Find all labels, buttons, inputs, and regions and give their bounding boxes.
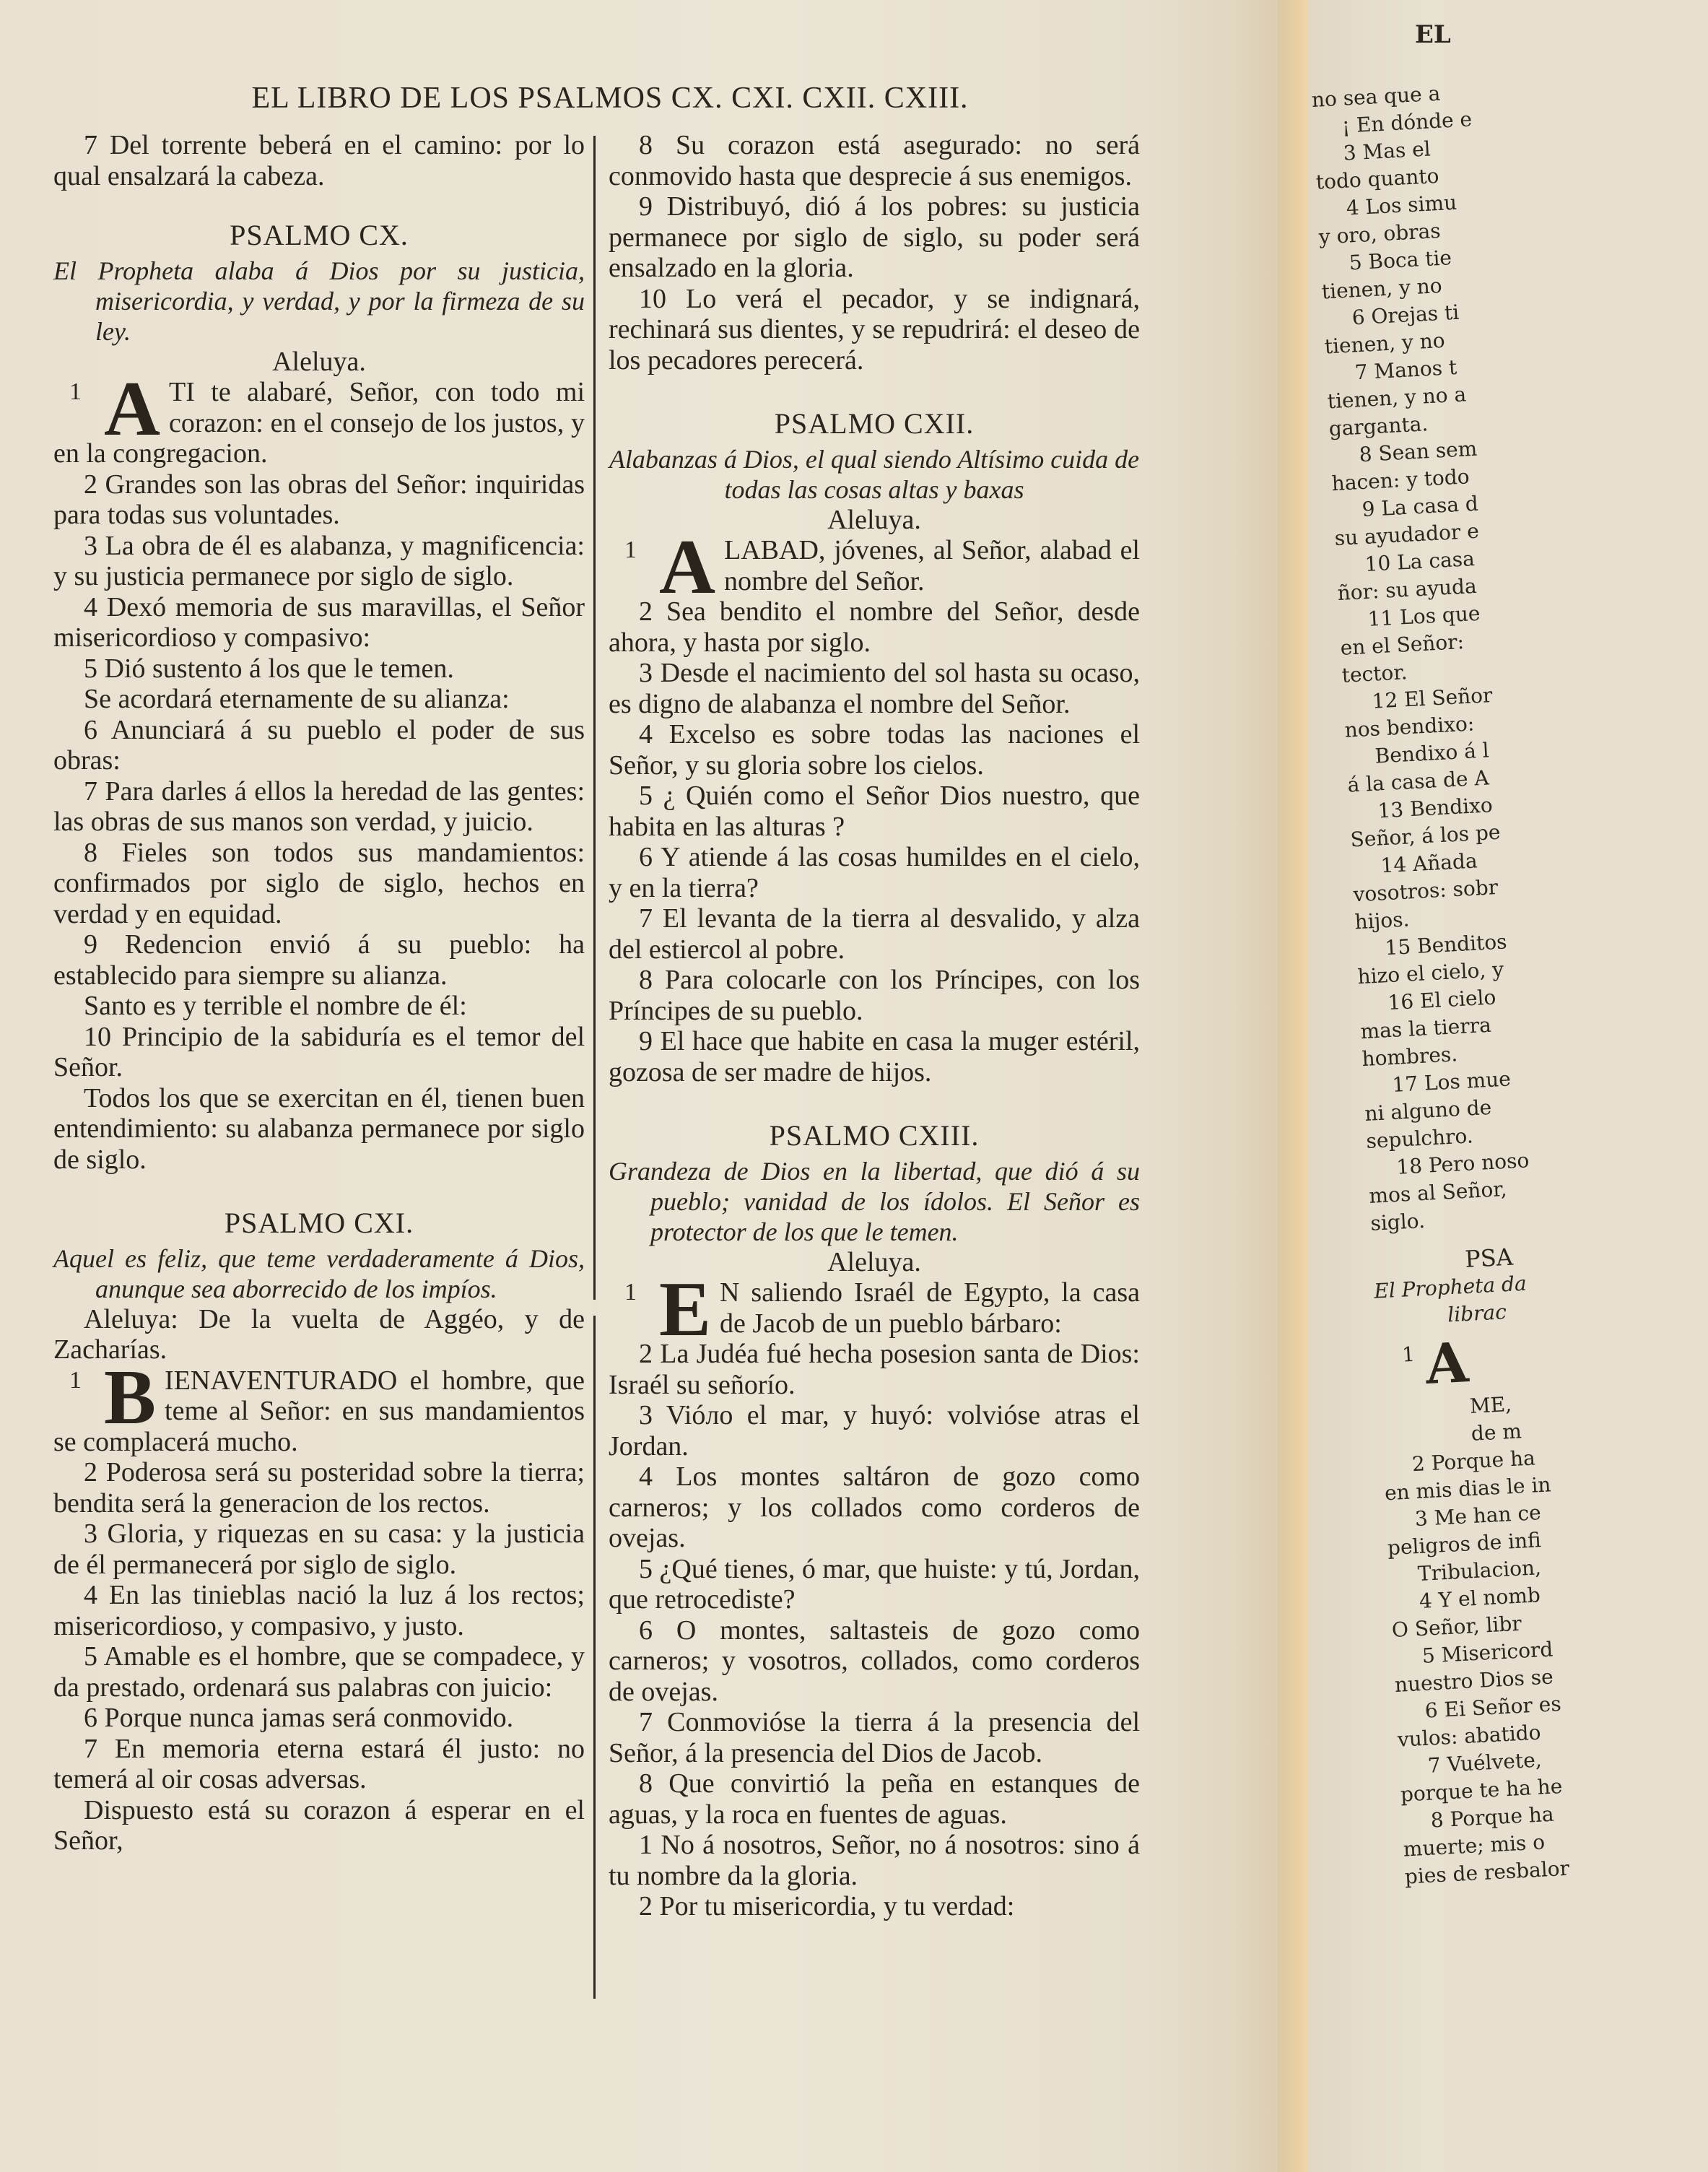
verse: 7 Del torrente beberá en el camino: por lo qual ensalzará la cabeza. — [53, 130, 585, 191]
facing-line: ni alguno de — [1364, 1095, 1492, 1126]
psalm-title: PSALMO CXII. — [774, 407, 975, 440]
facing-argument-line: El Propheta da — [1373, 1271, 1528, 1303]
verse: 8 Para colocarle con los Príncipes, con los Príncipes de su pueblo. — [609, 965, 1140, 1026]
facing-line: 2 Porque ha — [1411, 1446, 1536, 1477]
facing-line: hijos. — [1354, 907, 1411, 934]
facing-line: hombres. — [1361, 1042, 1458, 1072]
verse: 8 Su corazon está asegurado: no será conmovido hasta que desprecie á sus enemigos. — [609, 130, 1140, 191]
facing-line: y oro, obras — [1318, 218, 1442, 249]
facing-line: 14 Añada — [1380, 848, 1478, 878]
verse-text: N saliendo Israél de Egypto, la casa de Jacob de un pueblo bárbaro: — [720, 1277, 1140, 1339]
facing-line: ñor: su ayuda — [1336, 573, 1478, 606]
facing-line: en el Señor: — [1339, 629, 1465, 660]
verse: 6 O montes, saltasteis de gozo como carneros; y vosotros, collados, como corderos de ovejas. — [609, 1615, 1140, 1707]
verse: 6 Porque nunca jamas será conmovido. — [84, 1703, 514, 1733]
drop-cap-initial: A — [1424, 1330, 1470, 1397]
facing-line: hacen: y todo — [1330, 464, 1470, 496]
facing-line: O Señor, libr — [1391, 1611, 1522, 1643]
verse: Santo es y terrible el nombre de él: — [84, 991, 467, 1021]
verse: 6 Y atiende á las cosas humildes en el cielo, y en la tierra? — [609, 842, 1140, 903]
verse: 9 El hace que habite en casa la muger estéril, gozosa de ser madre de hijos. — [609, 1026, 1140, 1087]
verse: 2 Sea bendito el nombre del Señor, desde ahora, y hasta por siglo. — [609, 596, 1140, 658]
verse: 4 Los montes saltáron de gozo como carneros; y los collados como corderos de ovejas. — [609, 1461, 1140, 1553]
facing-line: vosotros: sobr — [1352, 874, 1499, 907]
facing-line: Tribulacion, — [1417, 1555, 1542, 1586]
verse: 7 Conmovióse la tierra á la presencia del Señor, á la presencia del Dios de Jacob. — [609, 1707, 1140, 1768]
facing-line: pies de resbalor — [1404, 1856, 1570, 1889]
verse: 6 Anunciará á su pueblo el poder de sus obras: — [53, 714, 585, 776]
facing-line: hizo el cielo, y — [1356, 957, 1504, 989]
facing-line: Señor, á los pe — [1349, 820, 1502, 852]
facing-line: tector. — [1341, 660, 1408, 687]
facing-line: 6 Orejas ti — [1351, 300, 1460, 330]
psalm-argument: El Propheta alaba á Dios por su justicia, misericordia, y verdad, y por la firmeza de su ley. — [53, 256, 585, 346]
verse-with-dropcap — [53, 366, 585, 469]
facing-line: de m — [1470, 1419, 1522, 1446]
facing-line: en mis dias le in — [1384, 1472, 1552, 1506]
right-column — [609, 130, 1140, 1922]
psalm-title: PSALMO CXI. — [224, 1207, 414, 1239]
aleluya-heading: Aleluya. — [827, 1246, 921, 1277]
facing-line: su ayudador e — [1333, 518, 1480, 551]
verse-number: 1 — [624, 1279, 637, 1306]
verse: 5 Amable es el hombre, que se compadece, y da prestado, ordenará sus palabras con juicio: — [53, 1641, 585, 1703]
drop-cap-initial: A — [104, 366, 160, 452]
verse-list — [53, 469, 585, 1176]
facing-line: porque te ha he — [1400, 1774, 1564, 1807]
facing-line: 3 Mas el — [1343, 136, 1432, 165]
drop-cap-initial: B — [104, 1354, 157, 1441]
column-rule-break — [592, 1300, 598, 1316]
facing-line: peligros de infi — [1387, 1528, 1542, 1560]
verse: 8 Que convirtió la peña en estanques de aguas, y la roca en fuentes de aguas. — [609, 1768, 1140, 1830]
facing-line: 8 Porque ha — [1430, 1802, 1555, 1833]
book-page-right-partial — [1308, 0, 1570, 2172]
facing-line: 12 El Señor — [1371, 683, 1494, 713]
verse: 2 Grandes son las obras del Señor: inquiridas para todas sus voluntades. — [53, 469, 585, 530]
verse: 2 La Judéa fué hecha posesion santa de Dios: Israél su señorío. — [609, 1339, 1140, 1400]
verse: 2 Poderosa será su posteridad sobre la tierra; bendita será la generacion de los rectos. — [53, 1457, 585, 1519]
verse: 7 El levanta de la tierra al desvalido, y alza del estiercol al pobre. — [609, 903, 1140, 965]
facing-line: mos al Señor, — [1368, 1176, 1508, 1208]
facing-line: sepulchro. — [1365, 1124, 1474, 1153]
drop-cap-initial: E — [659, 1267, 712, 1352]
column-rule — [593, 136, 596, 1999]
facing-line-list — [1311, 71, 1674, 1238]
verse: Se acordará eternamente de su alianza: — [84, 684, 510, 714]
left-column — [53, 130, 585, 1856]
facing-line: tienen, y no a — [1326, 382, 1467, 414]
verse: 9 Redencion envió á su pueblo: ha establecido para siempre su alianza. — [53, 929, 585, 991]
verse: 4 En las tinieblas nació la luz á los rectos; misericordioso, y compasivo, y justo. — [53, 1580, 585, 1641]
aleluya-heading: Aleluya: De la vuelta de Aggéo, y de Zacharías. — [53, 1303, 585, 1365]
psalm-argument: Aquel es feliz, que teme verdaderamente á Dios, anunque sea aborrecido de los impíos. — [53, 1243, 585, 1303]
facing-line: 5 Boca tie — [1348, 246, 1452, 275]
verse: 10 Principio de la sabiduría es el temor del Señor. — [53, 1021, 585, 1082]
verse: 10 Lo verá el pecador, y se indignará, rechinará sus dientes, y se repudrirá: el deseo de los pecadores perecerá. — [609, 283, 1140, 375]
verse: 7 Para darles á ellos la heredad de las gentes: las obras de sus manos son verdad, y juicio. — [53, 776, 585, 837]
facing-line: 18 Pero noso — [1395, 1148, 1530, 1179]
verse-text: LABAD, jóvenes, al Señor, alabad el nombre del Señor. — [724, 535, 1140, 596]
facing-line: ME, — [1469, 1391, 1512, 1418]
verse-list — [609, 596, 1140, 1087]
verse: 5 ¿ Quién como el Señor Dios nuestro, que habita en las alturas ? — [609, 781, 1140, 842]
verse-list — [609, 130, 1140, 375]
verse-with-dropcap — [609, 1267, 1140, 1352]
verse: 1 No á nosotros, Señor, no á nosotros: sino á tu nombre da la gloria. — [609, 1830, 1140, 1891]
verse: 3 Desde el nacimiento del sol hasta su ocaso, es digno de alabanza el nombre del Señor. — [609, 658, 1140, 719]
verse-list — [609, 1339, 1140, 1922]
verse-with-dropcap — [609, 524, 1140, 610]
verse: 4 Excelso es sobre todas las naciones el Señor, y su gloria sobre los cielos. — [609, 719, 1140, 781]
verse-list — [53, 1457, 585, 1856]
verse: Dispuesto está su corazon á esperar en el Señor, — [53, 1794, 585, 1856]
verse: 4 Dexó memoria de sus maravillas, el Señor misericordioso y compasivo: — [53, 591, 585, 653]
verse: 3 Vióло el mar, y huyó: volvióse atras el Jordan. — [609, 1400, 1140, 1461]
psalm-argument: Alabanzas á Dios, el qual siendo Altísimo cuida de todas las cosas altas y baxas — [609, 444, 1140, 504]
facing-line: 6 Ei Señor es — [1424, 1691, 1562, 1723]
verse: 8 Fieles son todos sus mandamientos: confirmados por siglo de siglo, hechos en verdad y en equidad. — [53, 837, 585, 929]
facing-line: tienen, y no — [1324, 328, 1446, 359]
facing-line: siglo. — [1369, 1208, 1426, 1235]
verse: 7 En memoria eterna estará él justo: no temerá al oir cosas adversas. — [53, 1733, 585, 1794]
facing-line: garganta. — [1328, 412, 1429, 441]
facing-line: 7 Vuélvete, — [1427, 1747, 1543, 1778]
verse: Todos los que se exercitan en él, tienen buen entendimiento: su alabanza permanece por siglo de siglo. — [53, 1082, 585, 1175]
facing-line: tienen, y no — [1321, 273, 1443, 304]
facing-line: 4 Y el nomb — [1419, 1583, 1541, 1614]
aleluya-heading: Aleluya. — [827, 504, 921, 535]
drop-cap-initial: A — [659, 524, 715, 610]
facing-line: 4 Los simu — [1346, 190, 1458, 220]
facing-line: nos bendixo: — [1343, 711, 1475, 742]
facing-line: 17 Los mue — [1391, 1067, 1512, 1097]
verse-with-dropcap — [53, 1354, 585, 1458]
facing-argument-line: librac — [1447, 1300, 1507, 1327]
facing-line: 16 El cielo — [1387, 985, 1497, 1015]
verse: 3 Gloria, y riquezas en su casa: y la justicia de él permanecerá por siglo de siglo. — [53, 1519, 585, 1580]
facing-text-block — [1311, 71, 1708, 1891]
verse: 3 La obra de él es alabanza, y magnificencia: y su justicia permanece por siglo de siglo. — [53, 530, 585, 591]
facing-psalm-title: PSA — [1464, 1243, 1514, 1274]
facing-line: á la casa de A — [1346, 765, 1490, 797]
verse-number: 1 — [69, 378, 82, 405]
facing-line: 9 La casa d — [1361, 491, 1479, 522]
facing-line: 15 Benditos — [1384, 929, 1508, 960]
verse-text: IENAVENTURADO el hombre, que teme al Señor: en sus mandamientos se complacerá mucho. — [53, 1365, 585, 1457]
facing-next-line-list — [1380, 1382, 1708, 1891]
facing-line: 13 Bendixo — [1377, 793, 1494, 823]
facing-line: ¡ En dónde e — [1341, 107, 1473, 138]
verse: 9 Distribuyó, dió á los pobres: su justicia permanece por siglo de siglo, su poder será ensalzado en la gloria. — [609, 191, 1140, 283]
facing-line: no sea que a — [1311, 81, 1442, 112]
verse: 5 Dió sustento á los que le temen. — [84, 653, 454, 684]
verse-text: TI te alabaré, Señor, con todo mi corazon: en el consejo de los justos, y en la congregacion. — [53, 377, 585, 469]
facing-line: 10 La casa — [1364, 547, 1476, 576]
facing-line: 8 Sean sem — [1358, 436, 1478, 467]
psalm-title: PSALMO CXIII. — [769, 1119, 980, 1152]
facing-line: mas la tierra — [1359, 1012, 1492, 1044]
verse-number: 1 — [69, 1366, 82, 1394]
facing-line: 7 Manos t — [1354, 355, 1458, 385]
running-head: EL LIBRO DE LOS PSALMOS CX. CXI. CXII. CXIII. — [251, 82, 969, 115]
facing-line: 5 Misericord — [1421, 1637, 1554, 1668]
verse-number: 1 — [1401, 1342, 1416, 1367]
facing-running-head: EL — [1415, 20, 1451, 49]
verse-number: 1 — [624, 537, 637, 563]
verse: 2 Por tu misericordia, y tu verdad: — [639, 1891, 1015, 1921]
psalm-title: PSALMO CX. — [230, 219, 409, 251]
facing-line: 11 Los que — [1367, 601, 1481, 631]
facing-line: muerte; mis o — [1403, 1830, 1546, 1862]
facing-line: vulos: abatido — [1397, 1720, 1542, 1752]
verse: 5 ¿Qué tienes, ó mar, que huiste: y tú, Jordan, que retrocediste? — [609, 1553, 1140, 1615]
psalm-argument: Grandeza de Dios en la libertad, que dió á su pueblo; vanidad de los ídolos. El Señor es protector de los que le temen. — [609, 1156, 1140, 1246]
facing-line: todo quanto — [1315, 163, 1440, 194]
aleluya-heading: Aleluya. — [272, 346, 366, 377]
facing-line: Bendixo á l — [1374, 738, 1490, 768]
facing-line: nuestro Dios se — [1394, 1664, 1554, 1697]
facing-line: 3 Me han ce — [1414, 1500, 1542, 1532]
